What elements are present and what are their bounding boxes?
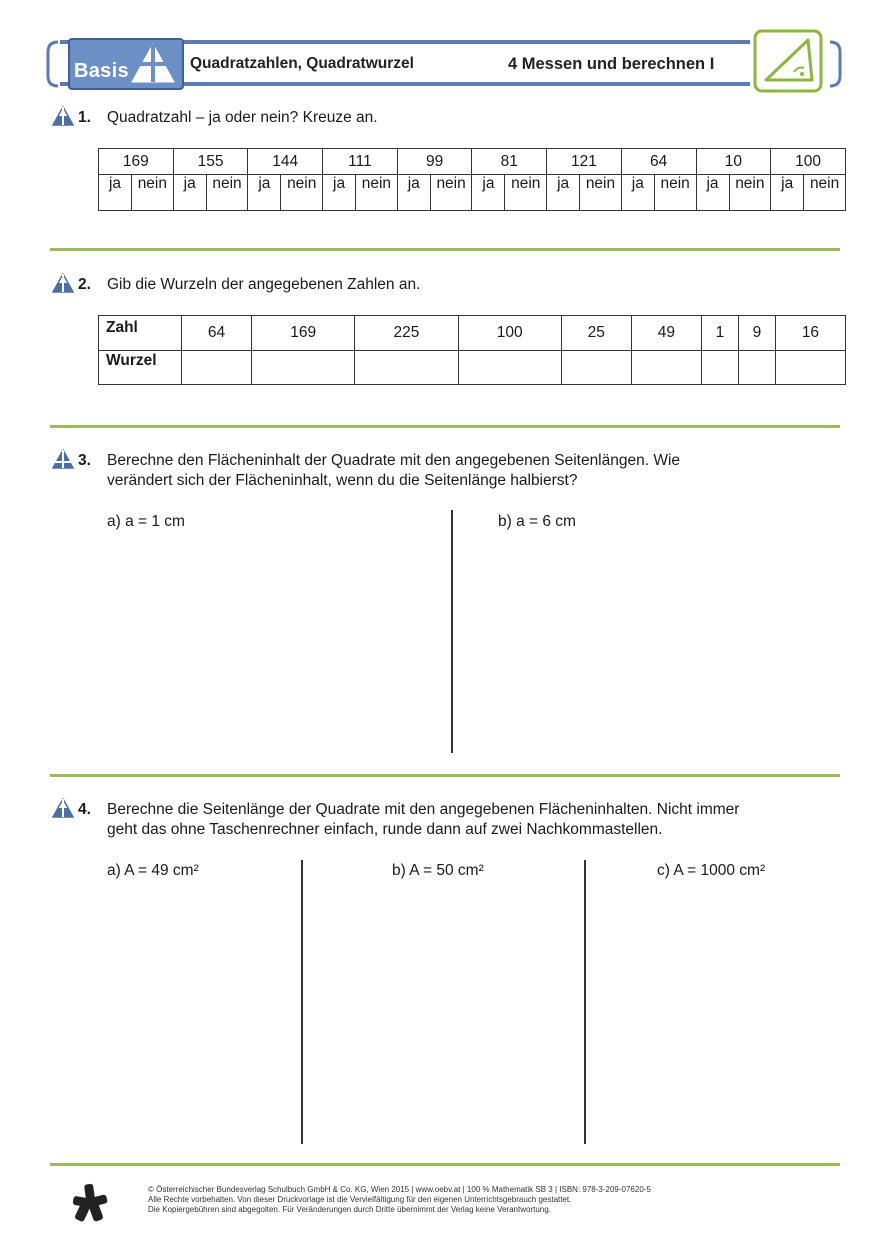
task4-number: 4. bbox=[78, 801, 91, 818]
difficulty-pyramid-icon bbox=[52, 798, 74, 818]
tick-area[interactable] bbox=[621, 201, 654, 211]
zahl-cell: 9 bbox=[738, 316, 775, 351]
triangle-ruler-icon bbox=[752, 28, 824, 94]
task4-instruction-line2: geht das ohne Taschenrechner einfach, runde dann auf zwei Nachkommastellen. bbox=[107, 821, 663, 838]
task1-instruction: Quadratzahl – ja oder nein? Kreuze an. bbox=[107, 109, 378, 126]
checkbox-nein[interactable]: nein bbox=[654, 175, 696, 201]
checkbox-nein[interactable]: nein bbox=[804, 175, 846, 201]
footer-legal bbox=[148, 1185, 651, 1215]
tick-area[interactable] bbox=[696, 201, 729, 211]
zahl-cell: 169 bbox=[252, 316, 355, 351]
checkbox-nein[interactable]: nein bbox=[430, 175, 472, 201]
number-cell: 99 bbox=[397, 149, 472, 175]
task3-part-b: b) a = 6 cm bbox=[498, 513, 576, 530]
difficulty-pyramid-icon bbox=[52, 449, 74, 469]
task3-number: 3. bbox=[78, 452, 91, 469]
checkbox-nein[interactable]: nein bbox=[580, 175, 622, 201]
page-header bbox=[0, 0, 890, 100]
column-divider bbox=[301, 860, 303, 1144]
chapter-title: 4 Messen und berechnen I bbox=[508, 55, 715, 73]
number-cell: 100 bbox=[771, 149, 846, 175]
task4-instruction-line1: Berechne die Seitenlänge der Quadrate mit den angegebenen Flächeninhalten. Nicht immer bbox=[107, 801, 740, 818]
number-cell: 121 bbox=[547, 149, 622, 175]
footer-line-3: Die Kopiergebühren sind abgegolten. Für Veränderungen durch Dritte übernimmt der Verlag keine Verantwortung. bbox=[148, 1205, 551, 1214]
number-cell: 155 bbox=[173, 149, 248, 175]
tick-area[interactable] bbox=[430, 201, 472, 211]
tick-area[interactable] bbox=[206, 201, 248, 211]
difficulty-pyramid-icon bbox=[52, 106, 74, 126]
column-divider bbox=[584, 860, 586, 1144]
checkbox-ja[interactable]: ja bbox=[248, 175, 281, 201]
zahl-cell: 100 bbox=[458, 316, 561, 351]
zahl-cell: 49 bbox=[631, 316, 701, 351]
tick-area[interactable] bbox=[804, 201, 846, 211]
checkbox-nein[interactable]: nein bbox=[281, 175, 323, 201]
footer-line-2: Alle Rechte vorbehalten. Von dieser Druckvorlage ist die Vervielfältigung für den eigenen Unterrichtsgebrauch gestattet. bbox=[148, 1195, 572, 1204]
task4-part-a: a) A = 49 cm² bbox=[107, 862, 199, 879]
tick-area[interactable] bbox=[356, 201, 398, 211]
difficulty-pyramid-icon bbox=[52, 273, 74, 293]
tick-area[interactable] bbox=[505, 201, 547, 211]
checkbox-ja[interactable]: ja bbox=[173, 175, 206, 201]
row-label-zahl: Zahl bbox=[99, 316, 182, 351]
zahl-cell: 225 bbox=[355, 316, 458, 351]
basis-badge-label: Basis bbox=[74, 60, 129, 82]
section-divider bbox=[50, 1163, 840, 1166]
column-divider bbox=[451, 510, 453, 753]
checkbox-nein[interactable]: nein bbox=[356, 175, 398, 201]
tick-area[interactable] bbox=[281, 201, 323, 211]
zahl-cell: 64 bbox=[182, 316, 252, 351]
section-divider bbox=[50, 425, 840, 428]
checkbox-ja[interactable]: ja bbox=[771, 175, 804, 201]
task1-number: 1. bbox=[78, 109, 91, 126]
wurzel-answer-cell[interactable] bbox=[355, 351, 458, 385]
wurzel-answer-cell[interactable] bbox=[458, 351, 561, 385]
number-cell: 10 bbox=[696, 149, 771, 175]
zahl-cell: 1 bbox=[701, 316, 738, 351]
task1-table bbox=[98, 148, 846, 211]
tick-area[interactable] bbox=[547, 201, 580, 211]
tick-area[interactable] bbox=[397, 201, 430, 211]
task4-part-b: b) A = 50 cm² bbox=[392, 862, 484, 879]
tick-area[interactable] bbox=[323, 201, 356, 211]
checkbox-ja[interactable]: ja bbox=[397, 175, 430, 201]
footer-line-1: © Österreichischer Bundesverlag Schulbuch GmbH & Co. KG, Wien 2015 | www.oebv.at | 100 % Mathematik SB 3 | ISBN: 978-3-209-07620-5 bbox=[148, 1185, 651, 1194]
task2-instruction: Gib die Wurzeln der angegebenen Zahlen an. bbox=[107, 276, 421, 293]
section-divider bbox=[50, 248, 840, 251]
tick-area[interactable] bbox=[771, 201, 804, 211]
checkbox-nein[interactable]: nein bbox=[729, 175, 771, 201]
zahl-cell: 16 bbox=[775, 316, 845, 351]
checkbox-ja[interactable]: ja bbox=[472, 175, 505, 201]
task4-part-c: c) A = 1000 cm² bbox=[657, 862, 766, 879]
wurzel-answer-cell[interactable] bbox=[631, 351, 701, 385]
task3-instruction-line1: Berechne den Flächeninhalt der Quadrate mit den angegebenen Seitenlängen. Wie bbox=[107, 452, 681, 469]
tick-area[interactable] bbox=[173, 201, 206, 211]
checkbox-nein[interactable]: nein bbox=[132, 175, 174, 201]
row-label-wurzel: Wurzel bbox=[99, 351, 182, 385]
tick-area[interactable] bbox=[248, 201, 281, 211]
number-cell: 169 bbox=[99, 149, 174, 175]
wurzel-answer-cell[interactable] bbox=[252, 351, 355, 385]
section-divider bbox=[50, 774, 840, 777]
checkbox-ja[interactable]: ja bbox=[323, 175, 356, 201]
checkbox-nein[interactable]: nein bbox=[206, 175, 248, 201]
wurzel-answer-cell[interactable] bbox=[738, 351, 775, 385]
tick-area[interactable] bbox=[729, 201, 771, 211]
tick-area[interactable] bbox=[99, 201, 132, 211]
wurzel-answer-cell[interactable] bbox=[561, 351, 631, 385]
number-cell: 81 bbox=[472, 149, 547, 175]
zahl-cell: 25 bbox=[561, 316, 631, 351]
checkbox-nein[interactable]: nein bbox=[505, 175, 547, 201]
tick-area[interactable] bbox=[580, 201, 622, 211]
wurzel-answer-cell[interactable] bbox=[775, 351, 845, 385]
wurzel-answer-cell[interactable] bbox=[182, 351, 252, 385]
number-cell: 64 bbox=[621, 149, 696, 175]
task2-number: 2. bbox=[78, 276, 91, 293]
number-cell: 144 bbox=[248, 149, 323, 175]
pyramid-level-icon bbox=[128, 40, 178, 86]
tick-area[interactable] bbox=[472, 201, 505, 211]
task3-part-a: a) a = 1 cm bbox=[107, 513, 185, 530]
wurzel-answer-cell[interactable] bbox=[701, 351, 738, 385]
checkbox-ja[interactable]: ja bbox=[621, 175, 654, 201]
checkbox-ja[interactable]: ja bbox=[99, 175, 132, 201]
checkbox-ja[interactable]: ja bbox=[696, 175, 729, 201]
checkbox-ja[interactable]: ja bbox=[547, 175, 580, 201]
tick-area[interactable] bbox=[132, 201, 174, 211]
task3-instruction-line2: verändert sich der Flächeninhalt, wenn du die Seitenlänge halbierst? bbox=[107, 472, 578, 489]
number-cell: 111 bbox=[323, 149, 398, 175]
page-title: Quadratzahlen, Quadratwurzel bbox=[190, 55, 414, 72]
publisher-star-logo bbox=[70, 1182, 110, 1224]
task2-table bbox=[98, 315, 846, 385]
tick-area[interactable] bbox=[654, 201, 696, 211]
